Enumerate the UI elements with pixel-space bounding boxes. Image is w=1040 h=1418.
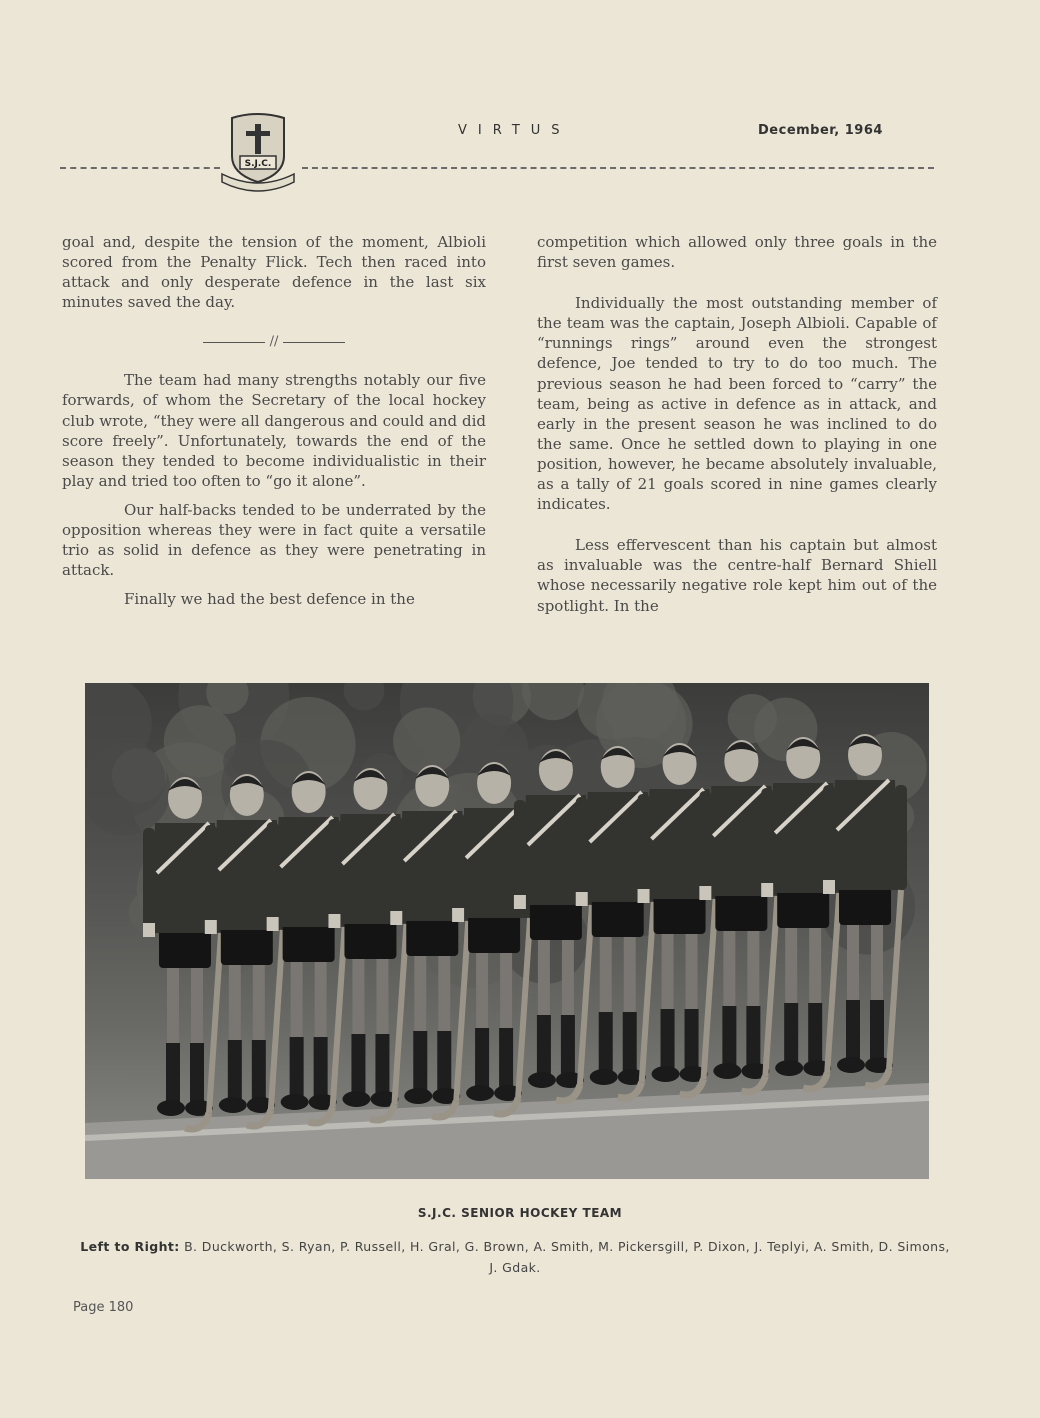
photo-caption-title: S.J.C. SENIOR HOCKEY TEAM (417, 1206, 623, 1220)
school-crest-icon (218, 112, 298, 192)
magazine-title: VIRTUS (458, 123, 571, 138)
header-rule-left (60, 167, 220, 169)
page-number: Page 180 (73, 1300, 134, 1315)
right-column (537, 232, 937, 616)
separator-line-left (203, 342, 265, 343)
header-rule-right (302, 167, 934, 169)
left-paragraph-2: The team had many strengths notably our five forwards, of whom the Secretary of the local hockey club wrote, “they were all dangerous and could and did score freely”. Unfortunately, towards the end of the season they tended to become individualistic in their play and tried too often to “go it alone”. (62, 371, 486, 490)
photo-caption (75, 1236, 955, 1278)
separator-mark: // (269, 334, 279, 350)
issue-date: December, 1964 (758, 123, 883, 138)
right-paragraph-1: competition which allowed only three goals in the first seven games. (537, 233, 937, 272)
caption-prefix: Left to Right: (80, 1239, 180, 1254)
right-paragraph-3: Less effervescent than his captain but almost as invaluable was the centre-half Bernard Shiell whose necessarily negative role kept him out of the spotlight. In the (537, 536, 937, 615)
separator-line-right (283, 342, 345, 343)
left-paragraph-1: goal and, despite the tension of the moment, Albioli scored from the Penalty Flick. Tech then raced into attack and only desperate defence in the last six minutes saved the day. (62, 233, 486, 312)
left-paragraph-4: Finally we had the best defence in the (124, 590, 415, 609)
section-separator (62, 332, 486, 352)
left-column (62, 232, 486, 609)
crest-text: S.J.C. (244, 159, 272, 169)
team-photo (85, 683, 929, 1179)
caption-names: B. Duckworth, S. Ryan, P. Russell, H. Gral, G. Brown, A. Smith, M. Pickersgill, P. Dixon, J. Teplyi, A. Smith, D. Simons, J. Gdak. (184, 1239, 950, 1275)
right-paragraph-2: Individually the most outstanding member of the team was the captain, Joseph Albioli. Capable of “runnings rings” around even the strongest defence, Joe tended to try to do too much. The previous season he had been forced to “carry” the team, being as active in defence as in attack, and early in the present season he was inclined to do the same. Once he settled down to playing in one position, however, he became absolutely invaluable, as a tally of 21 goals scored in nine games clearly indicates. (537, 294, 937, 514)
left-paragraph-3: Our half-backs tended to be underrated by the opposition whereas they were in fact quite a versatile trio as solid in defence as they were penetrating in attack. (62, 500, 486, 580)
